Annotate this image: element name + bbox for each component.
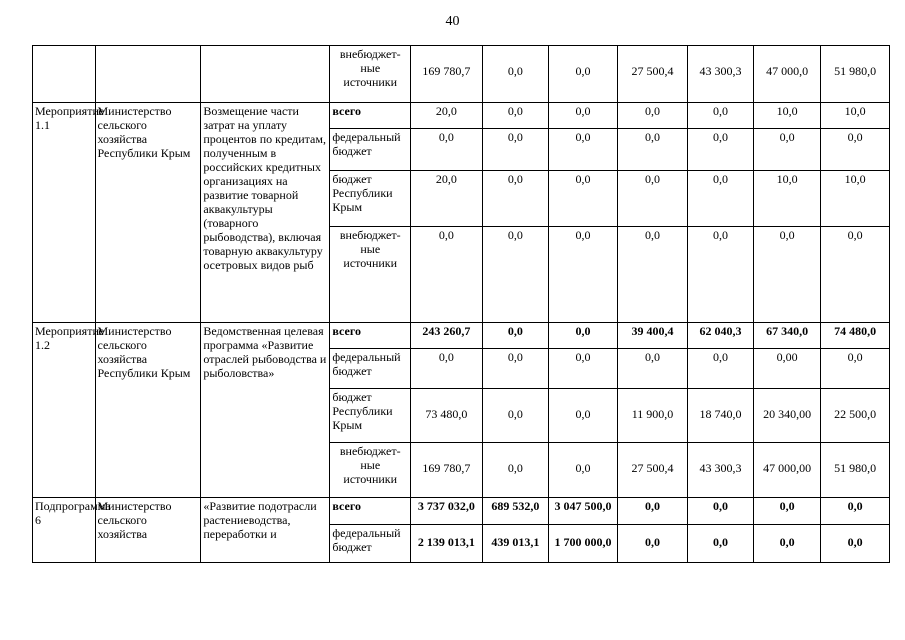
cell-value: 20,0 xyxy=(411,171,483,227)
cell-value: 0,0 xyxy=(688,171,754,227)
table-row xyxy=(33,323,890,349)
cell-description: Ведомственная целевая программа «Развитие отраслей рыбоводства и рыболовства» xyxy=(201,323,330,498)
cell-executor: Министерство сельского хозяйства Республики Крым xyxy=(95,323,201,498)
funding-table xyxy=(32,45,890,563)
cell-value: 0,0 xyxy=(482,389,549,443)
cell-value: 0,0 xyxy=(549,389,618,443)
cell-value: 0,0 xyxy=(753,498,821,525)
cell-source: федеральный бюджет xyxy=(330,129,411,171)
cell-value: 73 480,0 xyxy=(411,389,483,443)
cell-value: 22 500,0 xyxy=(821,389,890,443)
cell-value: 0,0 xyxy=(411,227,483,323)
cell-source: федеральный бюджет xyxy=(330,525,411,563)
cell-value: 0,0 xyxy=(688,349,754,389)
cell-value: 169 780,7 xyxy=(411,443,483,498)
cell-value: 0,0 xyxy=(482,46,549,103)
cell-value: 20 340,00 xyxy=(753,389,821,443)
cell-value: 74 480,0 xyxy=(821,323,890,349)
cell-value: 0,0 xyxy=(411,349,483,389)
cell-value: 0,0 xyxy=(482,323,549,349)
cell-value: 62 040,3 xyxy=(688,323,754,349)
cell-value: 2 139 013,1 xyxy=(411,525,483,563)
cell-value: 0,0 xyxy=(617,349,688,389)
cell-value: 0,0 xyxy=(482,349,549,389)
cell-value: 10,0 xyxy=(753,103,821,129)
cell-value: 27 500,4 xyxy=(617,46,688,103)
cell-value: 0,0 xyxy=(821,349,890,389)
cell-value: 0,0 xyxy=(482,103,549,129)
cell-value: 0,0 xyxy=(617,103,688,129)
cell-executor xyxy=(95,46,201,103)
cell-value: 0,0 xyxy=(617,129,688,171)
cell-value: 47 000,00 xyxy=(753,443,821,498)
cell-value: 169 780,7 xyxy=(411,46,483,103)
cell-source: внебюджет- ные источники xyxy=(330,46,411,103)
cell-value: 0,0 xyxy=(753,525,821,563)
cell-value: 0,0 xyxy=(549,349,618,389)
table-row xyxy=(33,498,890,525)
cell-value: 439 013,1 xyxy=(482,525,549,563)
cell-description: Возмещение части затрат на уплату процентов по кредитам, полученным в российских кредитных организациях на развитие товарной аквакультуры (товарного рыбоводства), включая товарную аквакультуру осетровых видов рыб xyxy=(201,103,330,323)
cell-value: 10,0 xyxy=(821,103,890,129)
cell-value: 67 340,0 xyxy=(753,323,821,349)
cell-value: 0,0 xyxy=(482,171,549,227)
cell-event: Подпрограмма 6 xyxy=(33,498,96,563)
cell-value: 11 900,0 xyxy=(617,389,688,443)
cell-source: всего xyxy=(330,498,411,525)
cell-value: 0,0 xyxy=(821,227,890,323)
cell-value: 0,0 xyxy=(549,46,618,103)
cell-source: бюджет Республики Крым xyxy=(330,389,411,443)
cell-value: 0,0 xyxy=(549,129,618,171)
cell-value: 1 700 000,0 xyxy=(549,525,618,563)
cell-value: 18 740,0 xyxy=(688,389,754,443)
cell-value: 20,0 xyxy=(411,103,483,129)
cell-value: 0,0 xyxy=(688,129,754,171)
cell-value: 0,0 xyxy=(753,129,821,171)
cell-description xyxy=(201,46,330,103)
cell-value: 243 260,7 xyxy=(411,323,483,349)
cell-event: Мероприятие 1.1 xyxy=(33,103,96,323)
cell-value: 51 980,0 xyxy=(821,443,890,498)
cell-value: 0,0 xyxy=(549,171,618,227)
cell-value: 0,0 xyxy=(617,227,688,323)
table-row xyxy=(33,103,890,129)
cell-value: 27 500,4 xyxy=(617,443,688,498)
cell-value: 43 300,3 xyxy=(688,443,754,498)
cell-value: 0,0 xyxy=(549,323,618,349)
cell-value: 47 000,0 xyxy=(753,46,821,103)
cell-value: 0,0 xyxy=(411,129,483,171)
cell-executor: Министерство сельского хозяйства Республики Крым xyxy=(95,103,201,323)
cell-value: 43 300,3 xyxy=(688,46,754,103)
cell-value: 0,0 xyxy=(482,227,549,323)
cell-value: 0,0 xyxy=(549,103,618,129)
cell-source: бюджет Республики Крым xyxy=(330,171,411,227)
cell-value: 51 980,0 xyxy=(821,46,890,103)
cell-value: 0,0 xyxy=(688,498,754,525)
cell-value: 10,0 xyxy=(753,171,821,227)
cell-value: 10,0 xyxy=(821,171,890,227)
page-number: 40 xyxy=(445,14,460,29)
cell-value: 0,0 xyxy=(549,443,618,498)
cell-source: всего xyxy=(330,323,411,349)
cell-value: 0,0 xyxy=(617,498,688,525)
cell-value: 0,0 xyxy=(482,129,549,171)
cell-value: 0,0 xyxy=(617,525,688,563)
cell-value: 0,0 xyxy=(688,227,754,323)
cell-value: 0,0 xyxy=(688,103,754,129)
cell-value: 0,0 xyxy=(821,498,890,525)
cell-source: всего xyxy=(330,103,411,129)
cell-description: «Развитие подотрасли растениеводства, переработки и xyxy=(201,498,330,563)
cell-value: 0,0 xyxy=(482,443,549,498)
cell-value: 0,0 xyxy=(821,129,890,171)
cell-source: федеральный бюджет xyxy=(330,349,411,389)
cell-executor: Министерство сельского хозяйства xyxy=(95,498,201,563)
cell-source: внебюджет- ные источники xyxy=(330,227,411,323)
cell-value: 689 532,0 xyxy=(482,498,549,525)
cell-value: 0,0 xyxy=(753,227,821,323)
cell-event: Мероприятие 1.2 xyxy=(33,323,96,498)
cell-value: 0,0 xyxy=(617,171,688,227)
cell-value: 39 400,4 xyxy=(617,323,688,349)
cell-value: 0,0 xyxy=(688,525,754,563)
cell-value: 0,00 xyxy=(753,349,821,389)
cell-event xyxy=(33,46,96,103)
cell-value: 3 047 500,0 xyxy=(549,498,618,525)
table-row xyxy=(33,46,890,103)
cell-value: 0,0 xyxy=(821,525,890,563)
cell-value: 3 737 032,0 xyxy=(411,498,483,525)
cell-source: внебюджет- ные источники xyxy=(330,443,411,498)
cell-value: 0,0 xyxy=(549,227,618,323)
